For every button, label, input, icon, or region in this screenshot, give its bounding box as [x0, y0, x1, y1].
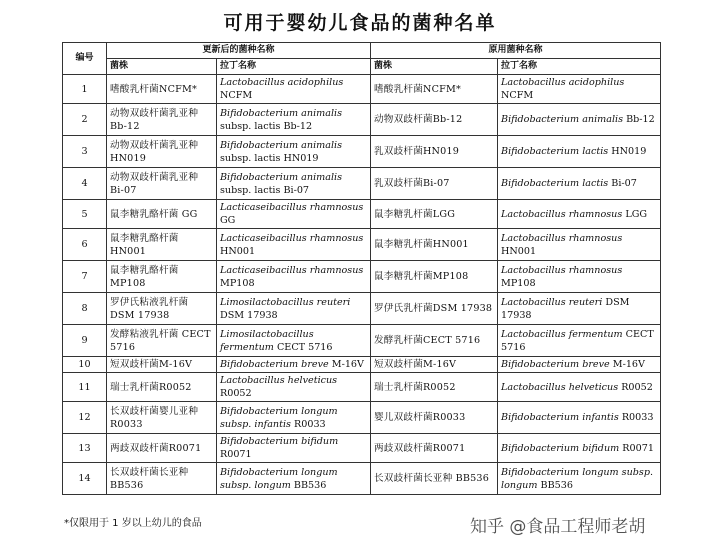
latin-species: Lacticaseibacillus rhamnosus [220, 232, 364, 244]
table-row [63, 402, 661, 434]
latin-species: Bifidobacterium longum subsp. longum [501, 466, 654, 491]
latin-strain: HN001 [501, 245, 537, 257]
row-number: 2 [63, 104, 107, 136]
latin-species: Lactobacillus rhamnosus [501, 264, 623, 276]
latin-strain: R0071 [220, 449, 252, 460]
new-strain-cn: 动物双歧杆菌乳亚种 HN019 [107, 136, 217, 168]
old-strain-cn: 长双歧杆菌长亚种 BB536 [371, 463, 498, 495]
row-number: 3 [63, 136, 107, 168]
old-latin-name [498, 357, 661, 373]
new-strain-cn: 鼠李糖乳酪杆菌 HN001 [107, 229, 217, 261]
old-strain-cn: 鼠李糖乳杆菌MP108 [371, 261, 498, 293]
table-row [63, 229, 661, 261]
latin-strain: MP108 [220, 277, 255, 289]
table-row [63, 357, 661, 373]
new-strain-cn: 长双歧杆菌长亚种 BB536 [107, 463, 217, 495]
table-row [63, 463, 661, 495]
old-strain-cn: 鼠李糖乳杆菌LGG [371, 200, 498, 229]
header-num: 编号 [63, 43, 107, 75]
header-new-latin: 拉丁名称 [217, 59, 371, 75]
table-row [63, 293, 661, 325]
footnote: *仅限用于 1 岁以上幼儿的食品 [64, 518, 202, 529]
watermark: 知乎 @食品工程师老胡 [470, 517, 646, 537]
new-latin-name [217, 463, 371, 495]
table-row [63, 168, 661, 200]
latin-species: Lactobacillus fermentum [501, 328, 623, 340]
row-number: 9 [63, 325, 107, 357]
header-updated: 更新后的菌种名称 [107, 43, 371, 59]
new-strain-cn: 鼠李糖乳酪杆菌 MP108 [107, 261, 217, 293]
latin-species: Bifidobacterium longum subsp. longum [220, 466, 338, 491]
latin-strain: DSM 17938 [220, 309, 278, 321]
old-latin-name [498, 434, 661, 463]
latin-strain: M-16V [331, 359, 364, 370]
old-strain-cn: 发酵乳杆菌CECT 5716 [371, 325, 498, 357]
table-row [63, 373, 661, 402]
row-number: 12 [63, 402, 107, 434]
old-strain-cn: 嗜酸乳杆菌NCFM* [371, 75, 498, 104]
old-latin-name [498, 325, 661, 357]
new-latin-name [217, 434, 371, 463]
new-strain-cn: 鼠李糖乳酪杆菌 GG [107, 200, 217, 229]
latin-species: Lactobacillus acidophilus [220, 77, 344, 88]
latin-strain: Bi-07 [611, 178, 637, 189]
latin-strain: LGG [625, 208, 648, 220]
new-strain-cn: 长双歧杆菌婴儿亚种 R0033 [107, 402, 217, 434]
latin-species: Bifidobacterium animalis [220, 139, 343, 151]
page-title: 可用于婴幼儿食品的菌种名单 [223, 12, 497, 34]
table-body [63, 75, 661, 495]
latin-strain: subsp. lactis HN019 [220, 152, 319, 164]
latin-species: Lactobacillus rhamnosus [501, 232, 623, 244]
new-latin-name [217, 357, 371, 373]
row-number: 6 [63, 229, 107, 261]
old-strain-cn: 乳双歧杆菌HN019 [371, 136, 498, 168]
latin-species: Bifidobacterium breve [501, 359, 610, 370]
latin-species: Lactobacillus reuteri [501, 296, 603, 308]
latin-species: Bifidobacterium lactis [501, 146, 609, 157]
latin-strain: subsp. lactis Bb-12 [220, 120, 313, 132]
latin-strain: R0033 [294, 418, 326, 430]
new-strain-cn: 动物双歧杆菌乳亚种 Bb-12 [107, 104, 217, 136]
old-latin-name [498, 200, 661, 229]
latin-species: Bifidobacterium animalis [501, 114, 624, 125]
old-strain-cn: 动物双歧杆菌Bb-12 [371, 104, 498, 136]
latin-species: Bifidobacterium bifidum [220, 436, 339, 447]
new-latin-name [217, 402, 371, 434]
row-number: 13 [63, 434, 107, 463]
latin-species: Lactobacillus helveticus [220, 375, 338, 386]
new-latin-name [217, 168, 371, 200]
latin-species: Bifidobacterium animalis [220, 171, 343, 183]
latin-species: Bifidobacterium bifidum [501, 442, 620, 454]
latin-species: Lacticaseibacillus rhamnosus [220, 202, 364, 213]
latin-strain: M-16V [612, 359, 645, 370]
new-strain-cn: 发酵粘液乳杆菌 CECT 5716 [107, 325, 217, 357]
new-latin-name [217, 293, 371, 325]
table-row [63, 261, 661, 293]
latin-strain: BB536 [293, 479, 327, 491]
row-number: 10 [63, 357, 107, 373]
table-row [63, 325, 661, 357]
old-latin-name [498, 136, 661, 168]
new-strain-cn: 两歧双歧杆菌R0071 [107, 434, 217, 463]
old-strain-cn: 罗伊氏乳杆菌DSM 17938 [371, 293, 498, 325]
latin-strain: R0071 [622, 442, 654, 454]
latin-species: Bifidobacterium infantis [501, 412, 619, 423]
latin-species: Lactobacillus rhamnosus [501, 208, 623, 220]
latin-strain: R0052 [621, 381, 653, 393]
row-number: 1 [63, 75, 107, 104]
old-strain-cn: 婴儿双歧杆菌R0033 [371, 402, 498, 434]
latin-strain: NCFM [501, 90, 534, 101]
latin-strain: GG [220, 215, 236, 226]
latin-strain: NCFM [220, 90, 253, 101]
old-strain-cn: 鼠李糖乳杆菌HN001 [371, 229, 498, 261]
latin-species: Limosilactobacillus reuteri [220, 296, 351, 308]
row-number: 11 [63, 373, 107, 402]
new-latin-name [217, 75, 371, 104]
new-strain-cn: 罗伊氏粘液乳杆菌 DSM 17938 [107, 293, 217, 325]
row-number: 14 [63, 463, 107, 495]
latin-strain: HN019 [611, 146, 647, 157]
old-strain-cn: 瑞士乳杆菌R0052 [371, 373, 498, 402]
new-latin-name [217, 200, 371, 229]
old-latin-name [498, 261, 661, 293]
latin-strain: HN001 [220, 245, 256, 257]
old-strain-cn: 两歧双歧杆菌R0071 [371, 434, 498, 463]
new-strain-cn: 动物双歧杆菌乳亚种 Bi-07 [107, 168, 217, 200]
latin-strain: subsp. lactis Bi-07 [220, 184, 310, 196]
new-latin-name [217, 104, 371, 136]
header-new-strain: 菌株 [107, 59, 217, 75]
new-latin-name [217, 325, 371, 357]
header-old-strain: 菌株 [371, 59, 498, 75]
new-latin-name [217, 229, 371, 261]
latin-strain: CECT 5716 [276, 341, 333, 353]
old-latin-name [498, 402, 661, 434]
old-latin-name [498, 168, 661, 200]
latin-species: Bifidobacterium longum subsp. infantis [220, 405, 338, 430]
latin-species: Bifidobacterium breve [220, 359, 329, 370]
old-latin-name [498, 104, 661, 136]
new-latin-name [217, 373, 371, 402]
old-strain-cn: 乳双歧杆菌Bi-07 [371, 168, 498, 200]
latin-strain: MP108 [501, 277, 536, 289]
old-latin-name [498, 373, 661, 402]
latin-species: Limosilactobacillus fermentum [220, 328, 314, 353]
strain-table [62, 42, 661, 495]
table-row [63, 200, 661, 229]
latin-species: Lactobacillus acidophilus [501, 77, 625, 88]
header-original: 原用菌种名称 [371, 43, 661, 59]
table-row [63, 136, 661, 168]
new-strain-cn: 短双歧杆菌M-16V [107, 357, 217, 373]
new-latin-name [217, 261, 371, 293]
latin-strain: CECT 5716 [501, 328, 654, 353]
row-number: 8 [63, 293, 107, 325]
latin-species: Lacticaseibacillus rhamnosus [220, 264, 364, 276]
new-strain-cn: 嗜酸乳杆菌NCFM* [107, 75, 217, 104]
new-strain-cn: 瑞士乳杆菌R0052 [107, 373, 217, 402]
new-latin-name [217, 136, 371, 168]
old-latin-name [498, 293, 661, 325]
row-number: 7 [63, 261, 107, 293]
header-old-latin: 拉丁名称 [498, 59, 661, 75]
latin-strain: R0033 [621, 412, 654, 423]
row-number: 5 [63, 200, 107, 229]
latin-species: Bifidobacterium lactis [501, 178, 609, 189]
latin-strain: BB536 [540, 479, 573, 491]
latin-strain: DSM 17938 [501, 296, 630, 321]
latin-strain: Bb-12 [626, 114, 655, 125]
old-latin-name [498, 75, 661, 104]
row-number: 4 [63, 168, 107, 200]
latin-species: Lactobacillus helveticus [501, 381, 619, 393]
old-latin-name [498, 463, 661, 495]
table-row [63, 434, 661, 463]
latin-species: Bifidobacterium animalis [220, 107, 343, 119]
old-strain-cn: 短双歧杆菌M-16V [371, 357, 498, 373]
table-row [63, 75, 661, 104]
old-latin-name [498, 229, 661, 261]
latin-strain: R0052 [220, 388, 252, 399]
table-row [63, 104, 661, 136]
